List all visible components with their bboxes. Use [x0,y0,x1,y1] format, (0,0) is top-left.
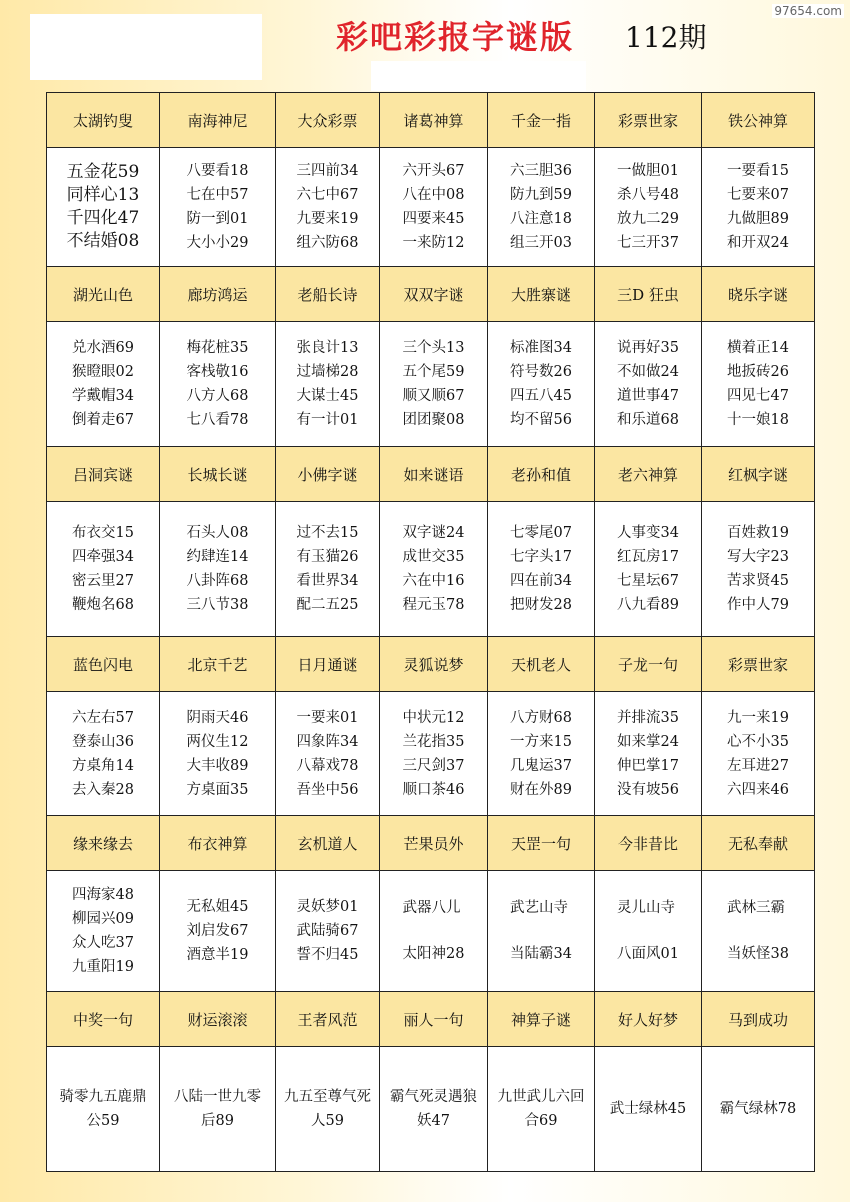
riddle-line [510,920,572,942]
column-header: 马到成功 [702,992,815,1047]
riddle-cell [702,502,815,637]
riddle-line: 张良计13 [296,340,359,356]
riddle-line: 有玉猫26 [296,549,359,565]
riddle-line: 大小小29 [186,235,249,251]
riddle-line: 九世武儿六回 [497,1089,585,1105]
column-header: 今非昔比 [595,816,702,871]
riddle-line: 三个头13 [402,340,465,356]
riddle-line: 倒着走67 [72,412,134,428]
riddle-line: 八在中08 [402,187,465,203]
header-row [47,447,815,502]
riddle-line: 五个尾59 [402,364,465,380]
riddle-line: 一做胆01 [617,163,679,179]
column-header: 太湖钓叟 [47,93,160,148]
riddle-line: 大丰收89 [186,757,249,774]
content-row [47,502,815,637]
riddle-line: 四五八45 [510,388,572,404]
column-header: 老孙和值 [488,447,595,502]
riddle-line: 和乐道68 [617,412,679,428]
riddle-cell [702,871,815,992]
riddle-line: 猴瞪眼02 [72,364,134,380]
riddle-line: 八方人68 [186,388,249,404]
column-header: 缘来缘去 [47,816,160,871]
column-header: 天机老人 [488,637,595,692]
issue-number: 112期 [625,21,707,54]
riddle-line: 心不小35 [727,733,789,750]
riddle-line: 如来掌24 [617,733,679,750]
riddle-line: 人事变34 [617,525,679,541]
riddle-line: 并排流35 [617,709,679,726]
riddle-line: 财在外89 [510,781,572,798]
riddle-line: 六左右57 [72,709,134,726]
riddle-line: 无私姐45 [186,899,249,915]
riddle-line: 过墙梯28 [296,364,359,380]
riddle-line: 均不留56 [510,412,572,428]
riddle-line: 柳园兴09 [72,911,134,927]
riddle-cell [160,871,276,992]
riddle-line: 左耳进27 [727,757,789,774]
riddle-line: 石头人08 [186,525,249,541]
column-header: 彩票世家 [595,93,702,148]
riddle-cell [380,502,488,637]
riddle-line: 顺口茶46 [402,781,465,798]
column-header: 晓乐字谜 [702,267,815,322]
riddle-line: 大谋士45 [296,388,359,404]
riddle-cell [595,502,702,637]
riddle-cell [47,322,160,447]
riddle-line: 三八节38 [186,597,249,613]
riddle-line: 酒意半19 [186,947,249,963]
page-title: 彩吧彩报字谜版 [336,18,575,56]
riddle-line: 两仪生12 [186,733,249,750]
riddle-line: 一要来01 [296,709,359,726]
riddle-cell [47,871,160,992]
riddle-line: 众人吃37 [72,935,134,951]
column-header: 小佛字谜 [276,447,380,502]
riddle-line: 妖47 [417,1113,450,1129]
riddle-cell [595,148,702,267]
content-row [47,871,815,992]
riddle-line: 顺又顺67 [402,388,465,404]
riddle-cell [702,1047,815,1172]
riddle-line: 当妖怪38 [727,946,789,962]
riddle-cell [488,502,595,637]
riddle-cell [595,1047,702,1172]
riddle-line: 登泰山36 [72,733,134,750]
riddle-line: 刘启发67 [186,923,249,939]
riddle-line: 九重阳19 [72,959,134,975]
riddle-table [46,92,815,1172]
column-header: 吕洞宾谜 [47,447,160,502]
riddle-line: 九要来19 [296,211,359,227]
riddle-line: 十一娘18 [727,412,789,428]
column-header: 财运滚滚 [160,992,276,1047]
riddle-line: 武艺山寺 [510,900,569,916]
riddle-line: 四象阵34 [296,733,359,750]
riddle-cell [380,148,488,267]
riddle-line: 太阳神28 [402,946,465,962]
riddle-line: 誓不归45 [296,947,359,963]
riddle-cell [380,692,488,816]
riddle-line: 骑零九五鹿鼎 [59,1089,147,1105]
riddle-line: 几鬼运37 [510,757,572,774]
riddle-cell [488,322,595,447]
riddle-line: 吾坐中56 [296,781,359,798]
header-row [47,816,815,871]
riddle-line: 霸气死灵遇狼 [390,1089,477,1105]
riddle-cell [702,322,815,447]
riddle-line: 过不去15 [296,525,359,541]
riddle-cell [380,1047,488,1172]
riddle-line: 写大字23 [727,549,789,565]
column-header: 芒果员外 [380,816,488,871]
riddle-line: 公59 [86,1113,120,1129]
riddle-line: 标准图34 [510,340,572,356]
riddle-line: 防九到59 [510,187,572,203]
column-header: 神算子谜 [488,992,595,1047]
riddle-line: 五金花59 [66,161,140,182]
riddle-line: 同样心13 [66,184,140,205]
riddle-line: 伸巴掌17 [617,757,679,774]
header-row [47,267,815,322]
column-header: 大胜寨谜 [488,267,595,322]
riddle-line: 八陆一世九零 [174,1089,261,1105]
riddle-line: 有一计01 [296,412,359,428]
riddle-line: 中状元12 [402,709,465,726]
riddle-line: 横着正14 [727,340,789,356]
riddle-line: 一来防12 [402,235,465,251]
riddle-line: 四在前34 [510,573,572,589]
riddle-cell [276,148,380,267]
riddle-line: 杀八号48 [617,187,679,203]
riddle-cell [488,148,595,267]
riddle-line: 三尺剑37 [402,757,465,774]
column-header: 无私奉献 [702,816,815,871]
riddle-line: 鞭炮名68 [72,597,134,613]
riddle-line: 后89 [201,1113,234,1129]
riddle-line: 六在中16 [402,573,465,589]
riddle-line: 千四化47 [66,207,140,228]
column-header: 日月通谜 [276,637,380,692]
riddle-line: 八幕戏78 [296,757,359,774]
riddle-line: 约肆连14 [186,549,249,565]
column-header: 双双字谜 [380,267,488,322]
riddle-cell [276,322,380,447]
riddle-line: 七要来07 [727,187,789,203]
riddle-cell [160,322,276,447]
riddle-line: 六四来46 [727,781,789,798]
riddle-line: 武器八儿 [402,900,461,916]
column-header: 蓝色闪电 [47,637,160,692]
riddle-cell [160,502,276,637]
content-row [47,148,815,267]
riddle-line: 八方财68 [510,709,572,726]
riddle-line: 没有坡56 [617,781,679,798]
riddle-line: 八面风01 [617,946,679,962]
riddle-line: 布衣交15 [72,525,134,541]
riddle-line [403,920,465,942]
riddle-line: 武林三霸 [727,900,786,916]
content-row [47,692,815,816]
column-header: 丽人一句 [380,992,488,1047]
riddle-line: 六开头67 [402,163,465,179]
column-header: 诸葛神算 [380,93,488,148]
riddle-cell [595,322,702,447]
riddle-line: 武士绿林45 [609,1101,687,1117]
riddle-cell [380,322,488,447]
header-row [47,93,815,148]
riddle-line: 霸气绿林78 [719,1101,797,1117]
column-header: 老船长诗 [276,267,380,322]
column-header: 王者风范 [276,992,380,1047]
riddle-line: 七字头17 [510,549,572,565]
riddle-line: 成世交35 [402,549,465,565]
riddle-line: 组六防68 [296,235,359,251]
riddle-line: 七零尾07 [510,525,572,541]
riddle-cell [276,692,380,816]
riddle-line: 组三开03 [510,235,572,251]
riddle-cell [380,871,488,992]
riddle-line: 兑水酒69 [72,340,134,356]
riddle-line: 不结婚08 [66,230,140,251]
riddle-cell [488,692,595,816]
column-header: 彩票世家 [702,637,815,692]
riddle-line: 去入秦28 [72,781,134,798]
column-header: 子龙一句 [595,637,702,692]
riddle-cell [160,148,276,267]
riddle-line: 武陆骑67 [296,923,359,939]
column-header: 老六神算 [595,447,702,502]
column-header: 千金一指 [488,93,595,148]
riddle-line: 作中人79 [727,597,789,613]
column-header: 湖光山色 [47,267,160,322]
riddle-line: 八注意18 [510,211,572,227]
riddle-line: 说再好35 [617,340,679,356]
column-header: 灵狐说梦 [380,637,488,692]
riddle-line: 人59 [311,1113,344,1129]
riddle-line: 看世界34 [296,573,359,589]
riddle-cell [47,502,160,637]
riddle-line: 密云里27 [72,573,134,589]
riddle-line: 配二五25 [296,597,359,613]
header-row [47,992,815,1047]
column-header: 中奖一句 [47,992,160,1047]
riddle-line: 放九二29 [617,211,679,227]
riddle-line: 符号数26 [510,364,572,380]
content-row [47,1047,815,1172]
riddle-line: 合69 [524,1113,558,1129]
riddle-line: 地扳砖26 [727,364,789,380]
column-header: 如来谜语 [380,447,488,502]
riddle-line: 一方来15 [510,733,572,750]
riddle-line: 和开双24 [727,235,789,251]
riddle-line [617,920,679,942]
riddle-cell [702,692,815,816]
riddle-line: 百姓救19 [727,525,789,541]
riddle-cell [276,1047,380,1172]
riddle-line: 八要看18 [186,163,249,179]
riddle-line: 方桌角14 [72,757,134,774]
header-row [47,637,815,692]
riddle-cell [488,871,595,992]
riddle-line: 七八看78 [186,412,249,428]
riddle-line: 客栈敬16 [186,364,249,380]
riddle-line: 道世事47 [617,388,679,404]
riddle-line: 四牵强34 [72,549,134,565]
riddle-cell [47,692,160,816]
riddle-line: 灵儿山寺 [617,900,676,916]
riddle-line: 阴雨天46 [186,709,249,726]
riddle-cell [488,1047,595,1172]
riddle-cell [702,148,815,267]
column-header: 南海神尼 [160,93,276,148]
column-header: 天罡一句 [488,816,595,871]
riddle-line: 学戴帽34 [72,388,134,404]
riddle-cell [276,871,380,992]
riddle-line: 六三胆36 [510,163,572,179]
column-header: 布衣神算 [160,816,276,871]
riddle-line: 苦求贤45 [727,573,789,589]
riddle-line: 四海家48 [72,887,134,903]
blank-box-middle [371,61,586,91]
riddle-line: 七在中57 [186,187,249,203]
riddle-line: 九五至尊气死 [284,1089,371,1105]
riddle-line: 灵妖梦01 [296,899,359,915]
riddle-cell [47,148,160,267]
riddle-cell [47,1047,160,1172]
riddle-line: 程元玉78 [402,597,465,613]
riddle-line: 防一到01 [186,211,249,227]
riddle-cell [595,692,702,816]
column-header: 长城长谜 [160,447,276,502]
riddle-line: 方桌面35 [186,781,249,798]
column-header: 好人好梦 [595,992,702,1047]
riddle-line: 四见七47 [727,388,789,404]
riddle-line: 六七中67 [296,187,359,203]
riddle-line: 红瓦房17 [617,549,679,565]
riddle-line: 不如做24 [617,364,679,380]
riddle-cell [595,871,702,992]
column-header: 大众彩票 [276,93,380,148]
riddle-line: 九做胆89 [727,211,789,227]
watermark: 97654.com [774,4,842,18]
riddle-line: 双字谜24 [402,525,465,541]
column-header: 铁公神算 [702,93,815,148]
riddle-line: 当陆霸34 [510,946,572,962]
riddle-line: 四要来45 [402,211,465,227]
column-header: 三D 狂虫 [595,267,702,322]
riddle-cell [276,502,380,637]
content-row [47,322,815,447]
riddle-cell [160,692,276,816]
riddle-line: 三四前34 [296,163,359,179]
column-header: 红枫字谜 [702,447,815,502]
riddle-cell [160,1047,276,1172]
column-header: 廊坊鸿运 [160,267,276,322]
riddle-line: 把财发28 [510,597,572,613]
column-header: 北京千艺 [160,637,276,692]
riddle-line: 七星坛67 [617,573,679,589]
riddle-line [727,920,789,942]
riddle-line: 八九看89 [617,597,679,613]
riddle-line: 兰花指35 [402,733,465,750]
riddle-line: 梅花桩35 [186,340,249,356]
riddle-line: 团团聚08 [402,412,465,428]
riddle-line: 八卦阵68 [186,573,249,589]
riddle-line: 九一来19 [727,709,789,726]
blank-box-left [30,14,262,80]
column-header: 玄机道人 [276,816,380,871]
riddle-line: 一要看15 [727,163,789,179]
riddle-line: 七三开37 [617,235,679,251]
